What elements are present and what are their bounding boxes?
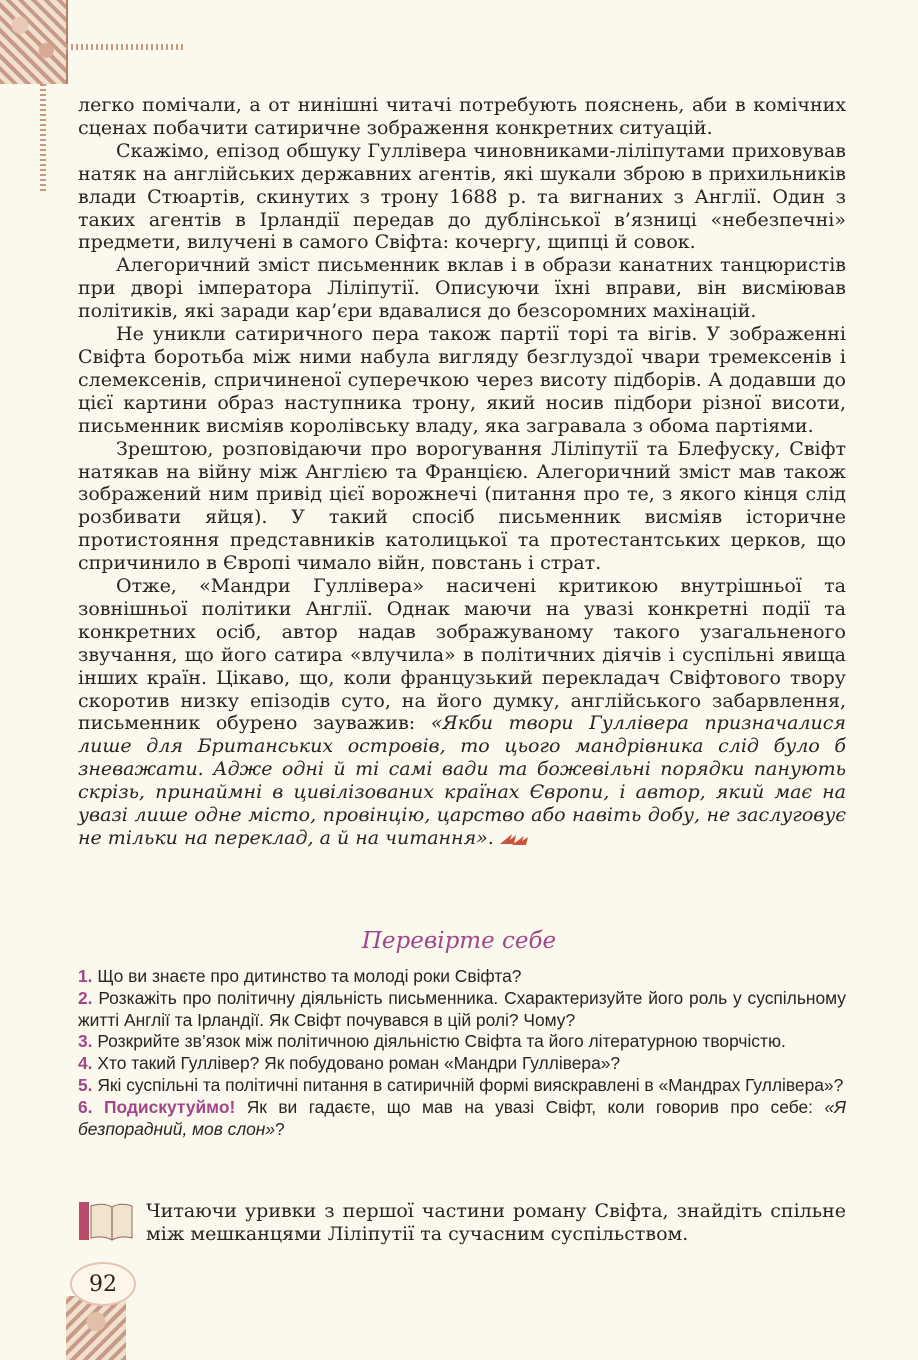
question-number: 2.: [78, 987, 93, 1008]
question-number: 5.: [78, 1074, 93, 1095]
reading-task-text: Читаючи уривки з першої частини роману Свіфта, знайдіть спільне між мешканцями Ліліпутії та сучасним суспільством.: [146, 1200, 846, 1245]
reading-task: [78, 1200, 846, 1246]
question-item: [78, 1075, 846, 1097]
paragraph: Скажімо, епізод обшуку Гуллівера чиновниками-ліліпутами приховував натяк на англійських державних агентів, які шукали зброю в прихильників влади Стюартів, скинутих з трону 1688 р. та вигнаних з Англії. Один з таких агентів в Ірландії передав до дублінської в’язниці «небезпечні» предмети, вилучені в самого Свіфта: кочергу, щипці й совок.: [78, 139, 846, 254]
question-item: [78, 966, 846, 988]
ornament-dotted-line-vertical: [40, 84, 46, 192]
section-title: Перевірте себе: [361, 928, 557, 954]
main-text: [78, 94, 846, 850]
question-end: ?: [275, 1118, 285, 1139]
paragraph: Не уникли сатиричного пера також партії торі та вігів. У зображенні Свіфта боротьба між ними набула вигляду безглуздої чвари тремексенів і слемексенів, спричиненої суперечкою через висоту підборів. А додавши до цієї картини образ наступника трону, який носив підбори різної висоти, письменник висміяв королівську владу, яка загравала з обома партіями.: [78, 323, 846, 437]
question-list: [78, 966, 846, 1140]
ornament-dotted-line: [66, 44, 186, 50]
corner-ornament: [0, 0, 68, 84]
book-icon: [78, 1200, 134, 1242]
question-number: 1.: [78, 966, 93, 986]
question-item: [78, 988, 846, 1032]
paragraph: легко помічали, а от нинішні читачі потребують пояснень, аби в комічних сценах побачити сатиричне зображення конкретних ситуацій.: [78, 94, 846, 139]
quote-mark-icon: [500, 832, 528, 846]
paragraph-with-quote: [78, 575, 846, 850]
swift-quote: «Якби твори Гуллівера призначалися лише для Британських островів, то цього мандрівника слід було б зневажати. Адже одні й ті самі вади та божевільні порядки панують скрізь, принаймні в цивілізованих країнах Європи, і автор, який має на увазі лише одне місто, провінцію, царство або навіть добу, не заслуговує не тільки на переклад, а й на читання»: [78, 712, 846, 849]
paragraph: Зрештою, розповідаючи про ворогування Ліліпутії та Блефуску, Свіфт натякав на війну між Англією та Францією. Алегоричний зміст мав також зображений ним привід цієї ворожнечі (питання про те, з якого кінця слід розбивати яйця). У такий спосіб письменник висміяв історичне протистояння представників католицької та протестантських церков, що спричинило в Європі чимало війн, повстань і страт.: [78, 437, 846, 575]
paragraph: Алегоричний зміст письменник вклав і в образи канатних танцюристів при дворі імператора Ліліпутії. Описуючи їхні вправи, він висміював політиків, які заради кар’єри вдавалися до безсоромних махінацій.: [78, 254, 846, 323]
question-text: Хто такий Гуллівер? Як побудовано роман «Мандри Гуллівера»?: [92, 1053, 621, 1074]
question-text: Розкажіть про політичну діяльність письменника. Схарактеризуйте його роль у суспільному житті Англії та Ірландії. Як Свіфт почувався в цій ролі? Чому?: [78, 987, 846, 1030]
question-number: 6.: [78, 1096, 93, 1117]
elephant-quote: «Я безпорадний, мов слон»: [78, 1096, 846, 1139]
page-number: 92: [70, 1262, 136, 1306]
question-text: Розкрийте зв’язок між політичною діяльністю Свіфта та його літературною творчістю.: [92, 1031, 786, 1052]
discussion-label: Подискутуймо!: [103, 1096, 236, 1117]
question-number: 4.: [78, 1053, 93, 1074]
question-item: [78, 1053, 846, 1075]
question-text: Які суспільні та політичні питання в сатиричній формі вияскравлені в «Мандрах Гуллівера»?: [92, 1074, 844, 1095]
question-number: 3.: [78, 1031, 93, 1052]
quote-end: .: [487, 827, 494, 849]
question-text: Що ви знаєте про дитинство та молоді роки Свіфта?: [92, 966, 522, 986]
question-item: [78, 1031, 846, 1053]
paragraph-text: Отже, «Мандри Гуллівера» насичені критикою внутрішньої та зовнішньої політики Англії. Однак маючи на увазі конкретні події та конкретних осіб, автор надав зображуваному такого узагальненого звучання, що його сатира «влучила» в політичних діячів і суспільні явища інших країн. Цікаво, що, коли французький перекладач Свіфтового твору скоротив низку епізодів суто, на його думку, англійського забарвлення, письменник обурено зауважив:: [78, 575, 846, 735]
question-text: Як ви гадаєте, що мав на увазі Свіфт, коли говорив про себе:: [235, 1096, 825, 1117]
discussion-item: [78, 1097, 846, 1141]
